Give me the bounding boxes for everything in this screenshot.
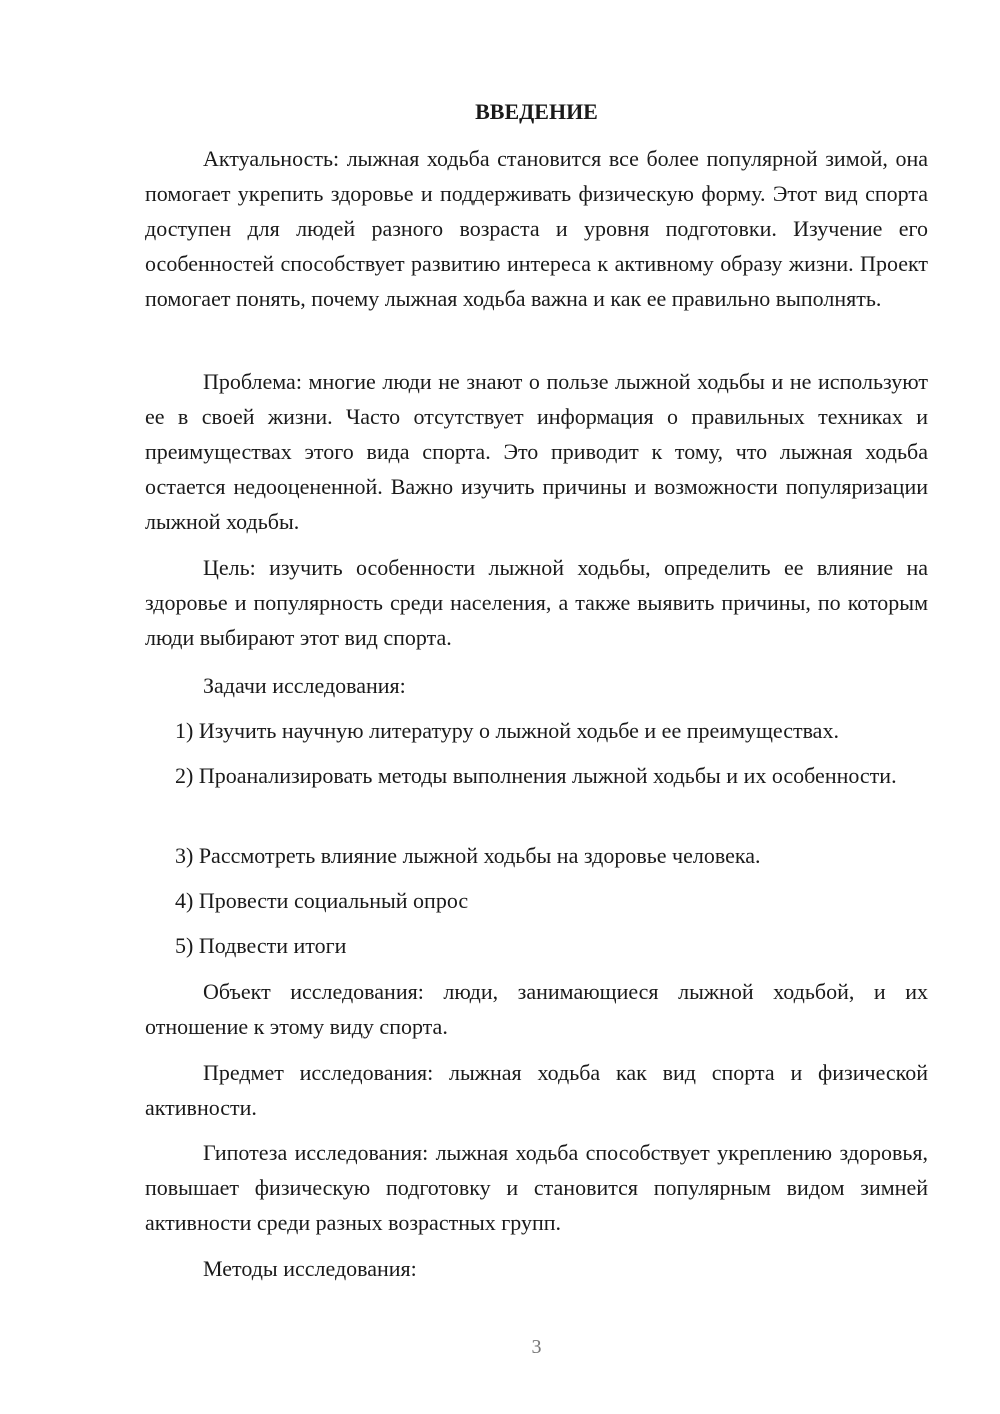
paragraph-methods: Методы исследования: [203,1256,417,1281]
paragraph-problem: Проблема: многие люди не знают о пользе лыжной ходьбы и не используют ее в своей жизни. Часто отсутствует информация о правильных техниках и преимуществах этого вида спорта. Это приводит к тому, что лыжная ходьба остается недооцененной. Важно изучить причины и возможности популяризации лыжной ходьбы. [145,369,928,534]
paragraph-object: Объект исследования: люди, занимающиеся лыжной ходьбой, и их отношение к этому виду спорта. [145,979,928,1039]
list-item-task-5: 5) Подвести итоги [175,933,347,958]
paragraph-subject: Предмет исследования: лыжная ходьба как вид спорта и физической активности. [145,1060,928,1120]
list-item-task-4: 4) Провести социальный опрос [175,888,469,913]
list-item-task-3: 3) Рассмотреть влияние лыжной ходьбы на здоровье человека. [175,843,761,868]
list-item-task-1: 1) Изучить научную литературу о лыжной ходьбе и ее преимуществах. [175,718,839,743]
page-number: 3 [531,1336,542,1358]
section-title: ВВЕДЕНИЕ [475,99,598,124]
paragraph-relevance: Актуальность: лыжная ходьба становится все более популярной зимой, она помогает укрепить здоровье и поддерживать физическую форму. Этот вид спорта доступен для людей разного возраста и уровня подготовки. Изучение его особенностей способствует развитию интереса к активному образу жизни. Проект помогает понять, почему лыжная ходьба важна и как ее правильно выполнять. [145,146,928,311]
paragraph-goal: Цель: изучить особенности лыжной ходьбы, определить ее влияние на здоровье и популярность среди населения, а также выявить причины, по которым люди выбирают этот вид спорта. [145,555,928,650]
paragraph-tasks-heading: Задачи исследования: [203,673,406,698]
list-item-task-2: 2) Проанализировать методы выполнения лыжной ходьбы и их особенности. [175,763,897,788]
paragraph-hypothesis: Гипотеза исследования: лыжная ходьба способствует укреплению здоровья, повышает физическую подготовку и становится популярным видом зимней активности среди разных возрастных групп. [145,1140,928,1235]
